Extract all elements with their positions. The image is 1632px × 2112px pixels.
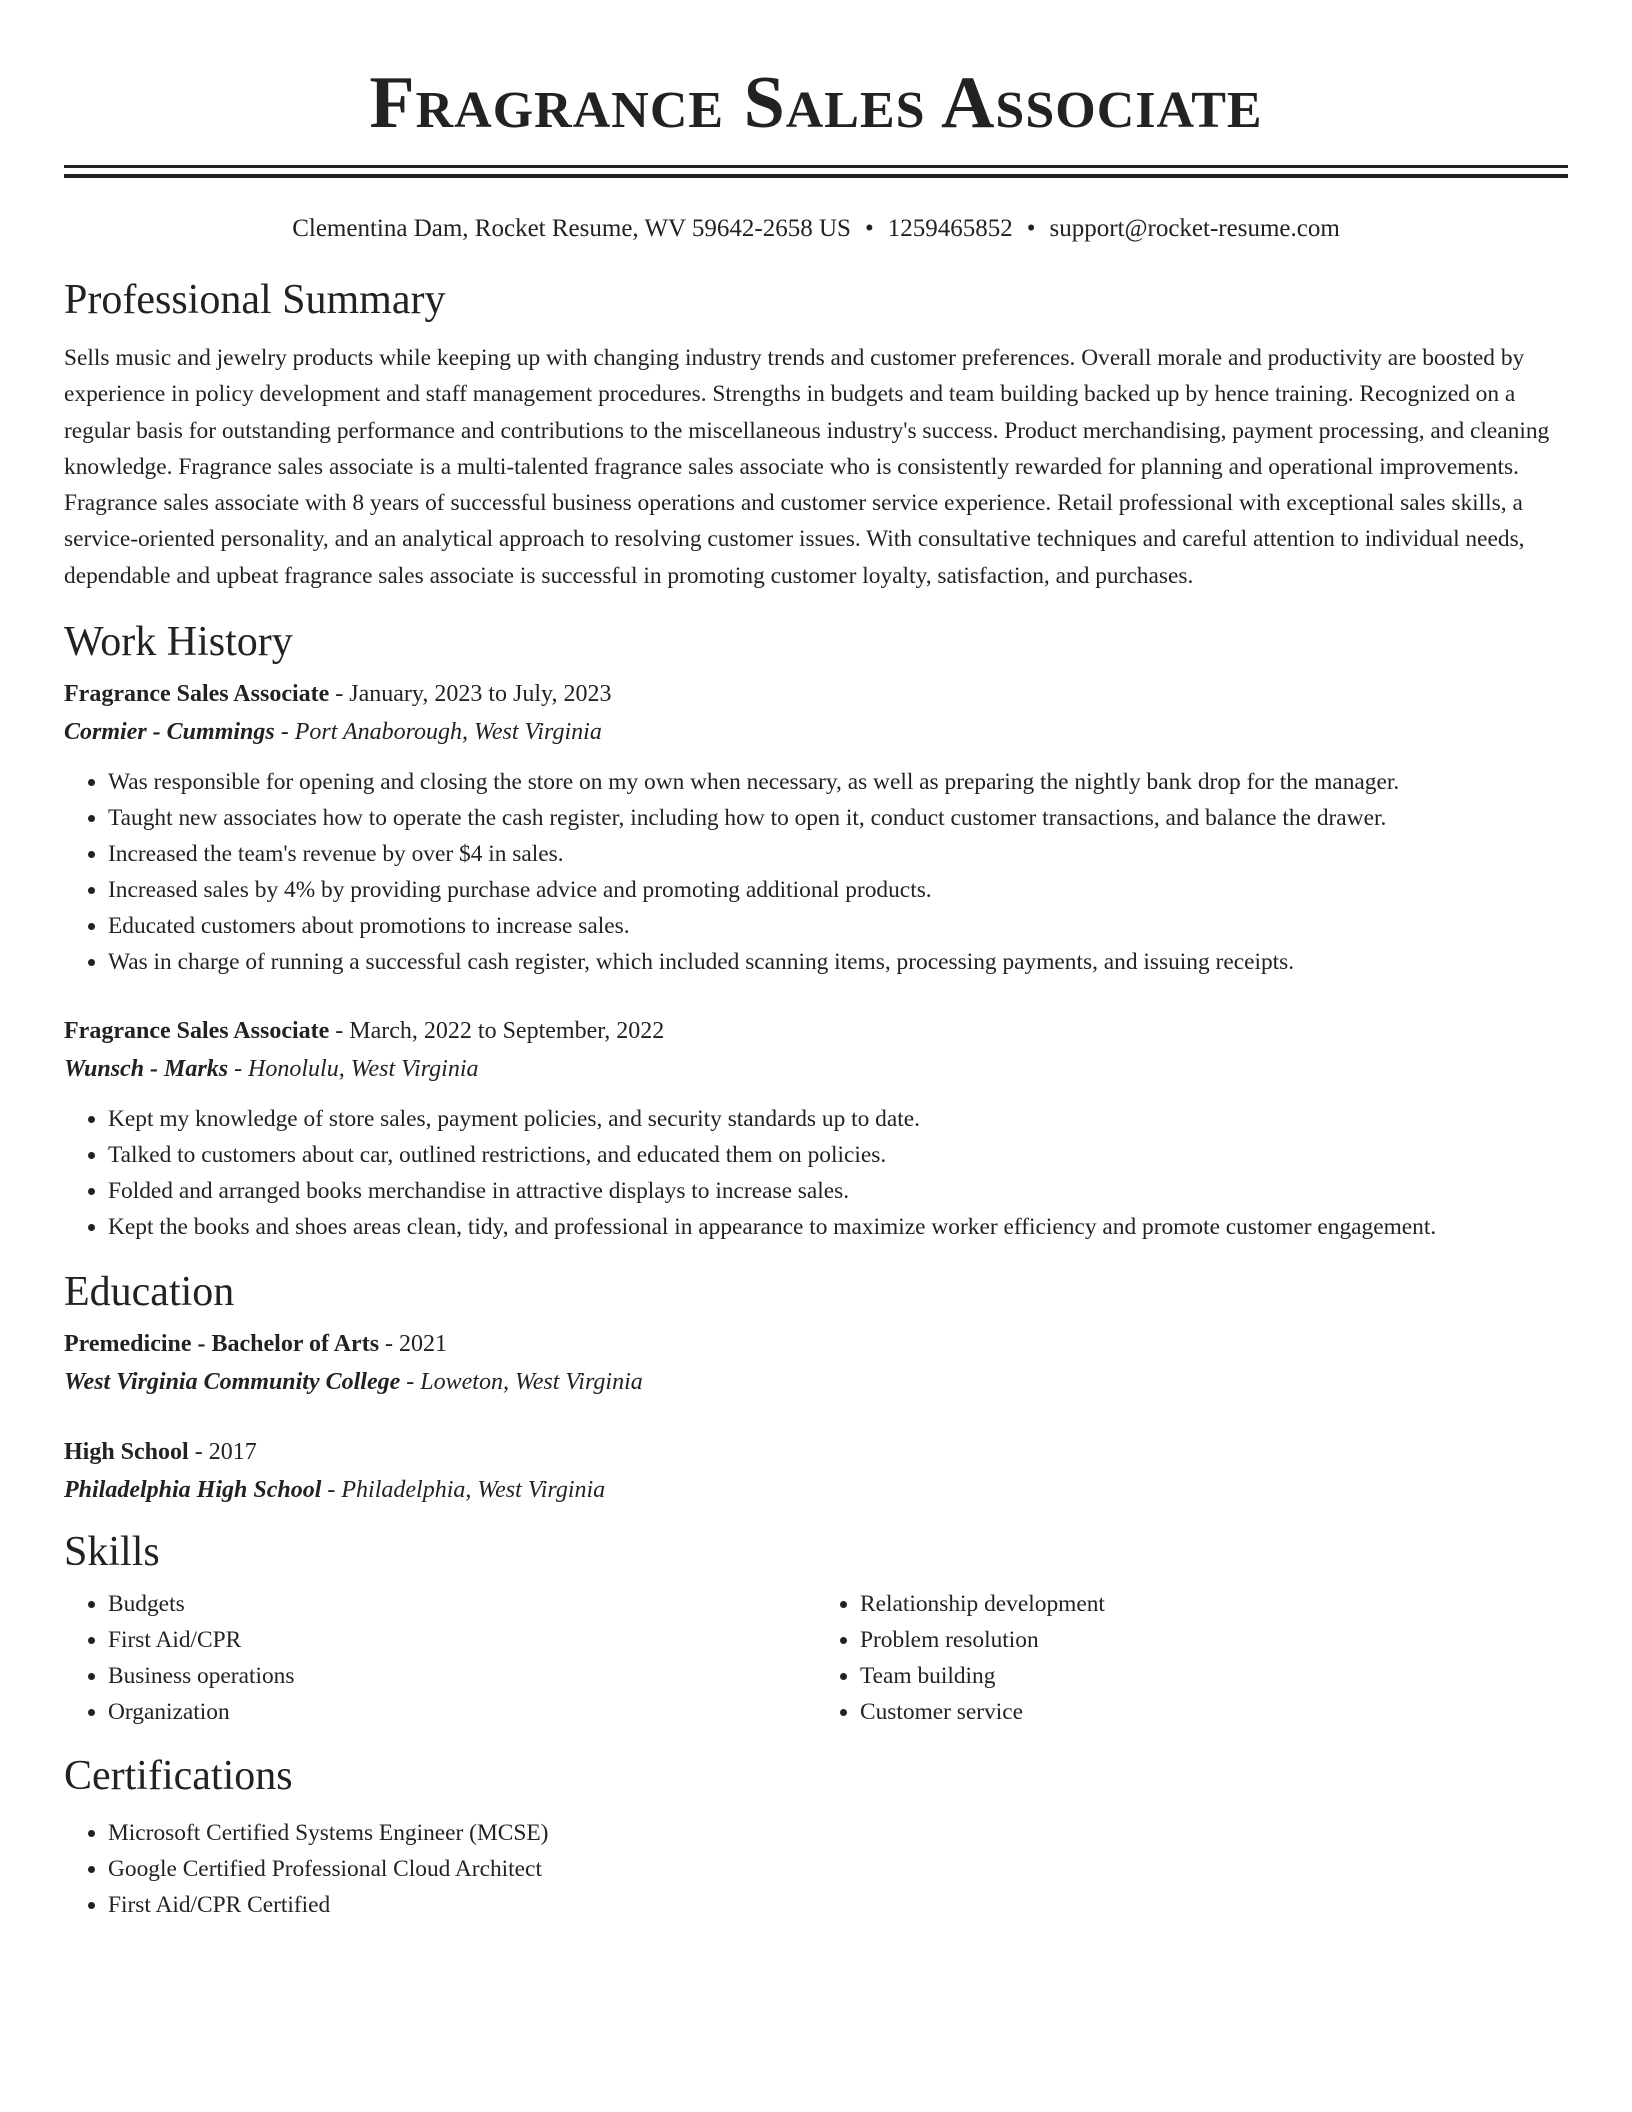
job-dates: - March, 2022 to September, 2022 [329,1018,665,1045]
certification-item: • Microsoft Certified Systems Engineer (MCSE) [108,1815,1568,1851]
header-divider [64,165,1568,178]
graduation-year: - 2021 [379,1331,448,1358]
skill-item: • Customer service [860,1694,1568,1730]
job-location: - Port Anaborough, West Virginia [274,719,602,746]
list-item: • Increased the team's revenue by over $4 in sales. [108,836,1568,872]
certifications-list [64,1815,1568,1923]
job-location: - Honolulu, West Virginia [228,1056,479,1083]
list-item: • Was in charge of running a successful cash register, which included scanning items, processing payments, and issuing receipts. [108,944,1568,980]
job-company: Cormier - Cummings [64,719,275,746]
job-duties [64,764,1568,980]
skills-heading: Skills [64,1529,160,1576]
job-title: Fragrance Sales Associate [64,681,330,708]
degree-line [64,1433,1568,1471]
degree: High School [64,1439,189,1466]
skill-item: • First Aid/CPR [108,1622,816,1658]
list-item: • Taught new associates how to operate the cash register, including how to open it, conduct customer transactions, and balance the drawer. [108,800,1568,836]
school-line [64,1363,1568,1401]
certification-item: • First Aid/CPR Certified [108,1887,1568,1923]
skill-item: • Relationship development [860,1586,1568,1622]
certifications-heading: Certifications [64,1753,293,1800]
job-entry [64,675,1568,980]
contact-email: support@rocket-resume.com [1049,215,1340,242]
skills-columns [64,1586,1568,1730]
education-heading: Education [64,1269,235,1316]
list-item: • Kept the books and shoes areas clean, tidy, and professional in appearance to maximize worker efficiency and promote customer engagement. [108,1209,1568,1245]
job-title-line [64,675,1568,713]
school-name: Philadelphia High School [64,1477,322,1504]
degree-line [64,1325,1568,1363]
job-company-line [64,1050,1568,1088]
job-dates: - January, 2023 to July, 2023 [329,681,612,708]
graduation-year: - 2017 [188,1439,257,1466]
school-location: - Loweton, West Virginia [400,1369,643,1396]
contact-separator: • [1026,215,1036,242]
school-name: West Virginia Community College [64,1369,401,1396]
summary-heading: Professional Summary [64,277,446,323]
job-company: Wunsch - Marks [64,1056,229,1083]
certification-item: • Google Certified Professional Cloud Architect [108,1851,1568,1887]
resume-name: Fragrance Sales Associate [369,62,1263,144]
skill-item: • Problem resolution [860,1622,1568,1658]
job-title-line [64,1012,1568,1050]
contact-address: Clementina Dam, Rocket Resume, WV 59642-2658 US [292,215,851,242]
skill-item: • Budgets [108,1586,816,1622]
list-item: • Kept my knowledge of store sales, payment policies, and security standards up to date. [108,1101,1568,1137]
job-duties [64,1101,1568,1245]
skill-item: • Team building [860,1658,1568,1694]
list-item: • Was responsible for opening and closing the store on my own when necessary, as well as preparing the nightly bank drop for the manager. [108,764,1568,800]
skill-item: • Business operations [108,1658,816,1694]
job-entry [64,1012,1568,1245]
work-history-heading: Work History [64,619,293,666]
contact-phone: 1259465852 [887,215,1013,242]
skills-list-right [816,1586,1568,1730]
job-title: Fragrance Sales Associate [64,1018,330,1045]
list-item: • Educated customers about promotions to increase sales. [108,908,1568,944]
list-item: • Folded and arranged books merchandise in attractive displays to increase sales. [108,1173,1568,1209]
job-company-line [64,713,1568,751]
school-line [64,1471,1568,1509]
list-item: • Increased sales by 4% by providing purchase advice and promoting additional products. [108,872,1568,908]
summary-text: Sells music and jewelry products while keeping up with changing industry trends and customer preferences. Overall morale and productivity are boosted by experience in policy development and staff management procedures. Strengths in budgets and team building backed up by hence training. Recognized on a regular basis for outstanding performance and contributions to the miscellaneous industry's success. Product merchandising, payment processing, and cleaning knowledge. Fragrance sales associate is a multi-talented fragrance sales associate who is consistently rewarded for planning and operational improvements. Fragrance sales associate with 8 years of successful business operations and customer service experience. Retail professional with exceptional sales skills, a service-oriented personality, and an analytical approach to resolving customer issues. With consultative techniques and careful attention to individual needs, dependable and upbeat fragrance sales associate is successful in promoting customer loyalty, satisfaction, and purchases. [64,345,1550,589]
skill-item: • Organization [108,1694,816,1730]
degree: Premedicine - Bachelor of Arts [64,1331,380,1358]
contact-line [64,214,1568,244]
list-item: • Talked to customers about car, outlined restrictions, and educated them on policies. [108,1137,1568,1173]
education-entry [64,1325,1568,1401]
skills-list-left [64,1586,816,1730]
school-location: - Philadelphia, West Virginia [321,1477,606,1504]
contact-separator: • [864,215,874,242]
education-entry [64,1433,1568,1509]
